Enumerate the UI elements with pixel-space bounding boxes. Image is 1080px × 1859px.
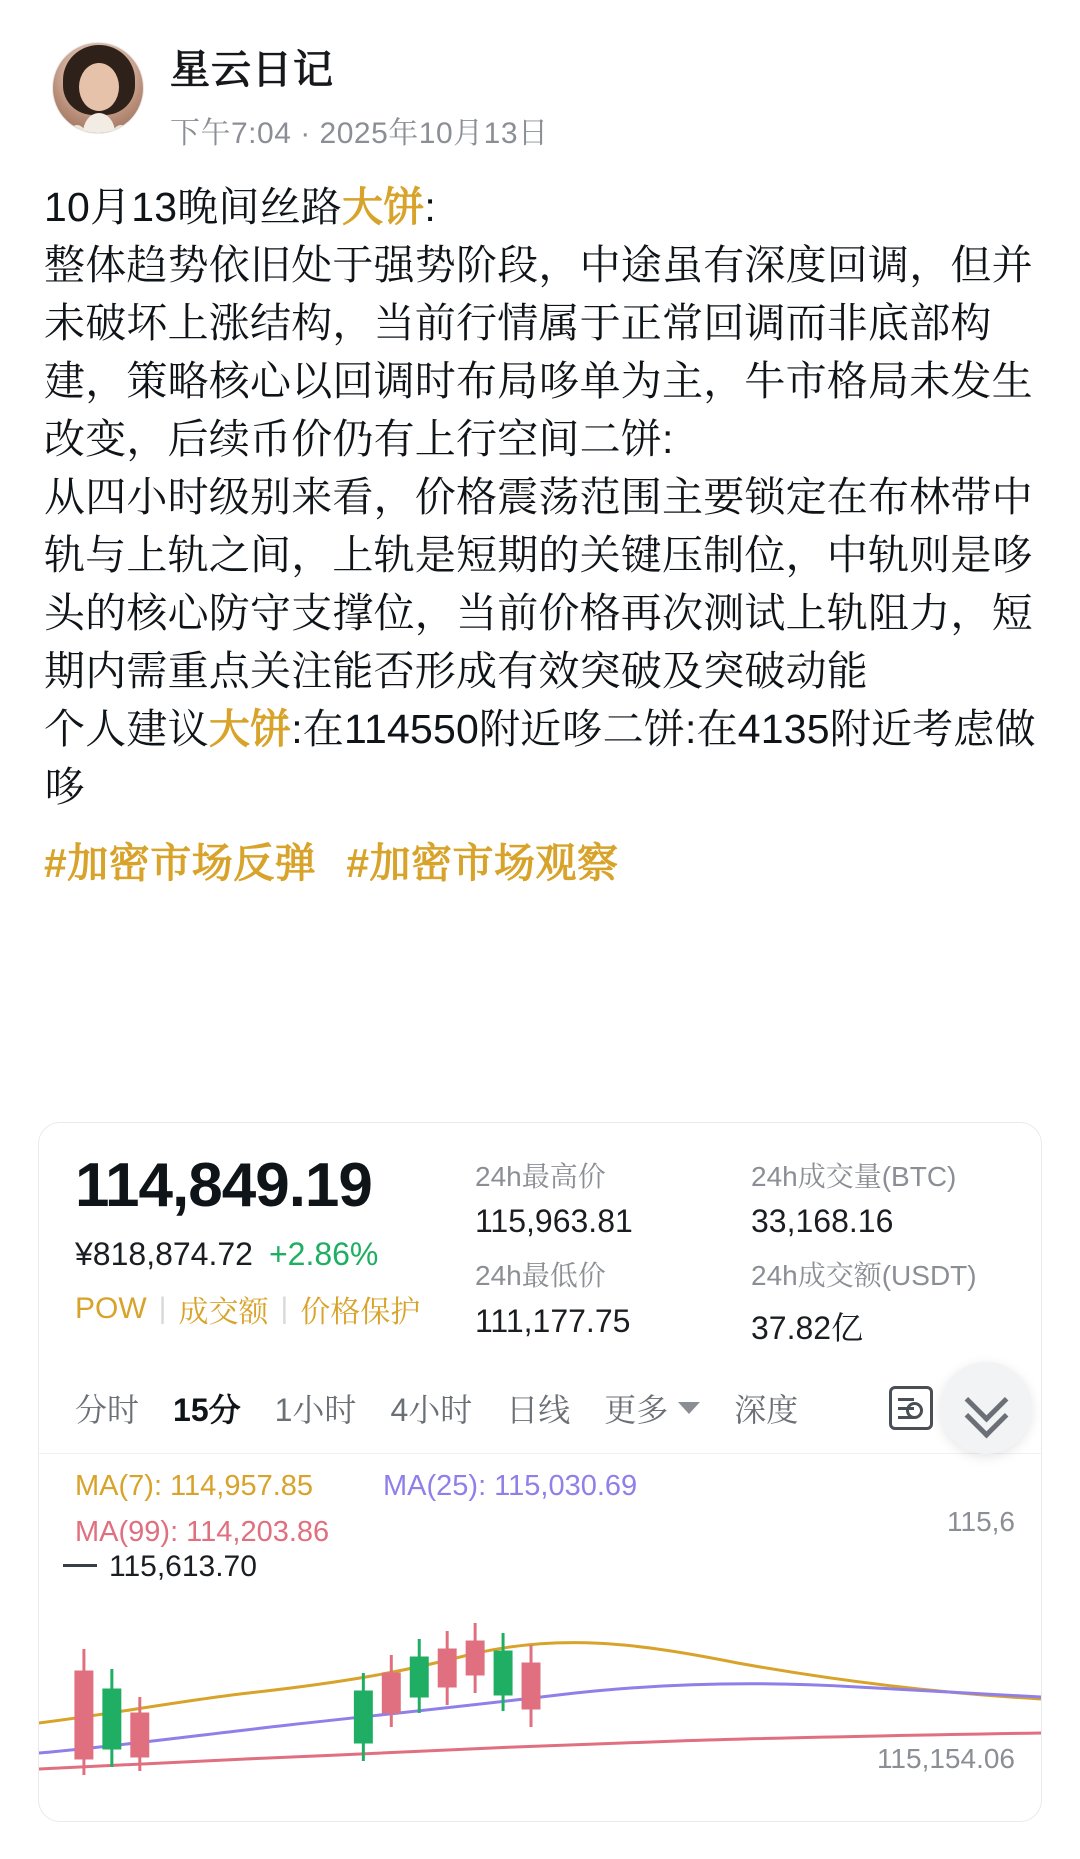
post-line-1-prefix: 10月13晚间丝路 [44,184,343,230]
post-line-4-prefix: 个人建议 [44,706,209,752]
post-line-4 [44,700,1036,816]
candlestick-chart[interactable] [39,1453,1041,1783]
post-line-1-suffix: : [424,184,437,230]
stat-label-low: 24h最低价 [475,1260,606,1292]
candle-series [75,1623,540,1775]
tab-depth[interactable]: 深度 [734,1391,799,1428]
hashtag-1[interactable]: #加密市场反弹 [44,840,317,886]
stat-value-turnover: 37.82亿 [751,1309,864,1346]
post-line-1 [44,178,1036,236]
stat-label-volume-btc: 24h成交量(BTC) [751,1161,957,1192]
last-price: 114,849.19 [75,1151,372,1220]
hashtag-2[interactable]: #加密市场观察 [346,840,619,886]
stat-value-low: 111,177.75 [475,1302,631,1339]
stat-value-high: 115,963.81 [475,1203,633,1240]
post-body [0,152,1080,892]
market-quote-card[interactable] [38,1122,1042,1822]
stat-label-high: 24h最高价 [475,1161,606,1192]
double-chevron-down-icon [965,1387,1007,1429]
quote-summary [39,1123,1041,1349]
post-header [0,0,1080,152]
author-block [170,42,549,152]
tab-4h[interactable]: 4小时 [390,1391,473,1428]
tab-timeshare[interactable]: 分时 [75,1391,140,1428]
post-line-4-highlight: 大饼 [208,706,292,752]
tab-1h[interactable]: 1小时 [274,1391,357,1428]
stat-cell-volume-btc [751,1159,1005,1240]
stat-cell-high [475,1159,729,1240]
post-line-4-suffix: :在114550附近哆二饼:在4135附近考虑做哆 [44,706,1036,810]
timeframe-tab-bar [39,1385,1041,1431]
avatar[interactable] [52,42,144,134]
post-paragraph-2: 整体趋势依旧处于强势阶段，中途虽有深度回调，但并未破坏上涨结构，当前行情属于正常回调而非底部构建，策略核心以回调时布局哆单为主，牛市格局未发生改变，后续币价仍有上行空间二饼: [44,242,1033,462]
price-column [75,1153,475,1349]
post-timestamp: 下午7:04 · 2025年10月13日 [170,117,549,150]
stat-label-turnover: 24h成交额(USDT) [751,1260,977,1292]
secondary-price-row [75,1236,475,1273]
axis-label-bottom: 115,154.06 [876,1742,1015,1774]
axis-label-top: 115,6 [947,1505,1015,1537]
scroll-down-button[interactable] [940,1362,1032,1454]
stat-cell-turnover [751,1258,1005,1348]
current-price-marker: 115,613.70 [109,1549,257,1583]
tab-15m[interactable]: 15分 [173,1391,241,1428]
ma25-label: MA(25): 115,030.69 [383,1469,638,1502]
chevron-down-icon [678,1402,700,1414]
badge-pow[interactable]: POW [75,1292,147,1326]
indicator-settings-icon[interactable] [889,1386,933,1430]
badge-price-protection[interactable]: 价格保护 [300,1296,421,1330]
badge-row [75,1287,475,1331]
badge-volume[interactable]: 成交额 [178,1296,269,1330]
badge-divider-1: | [158,1292,167,1326]
hashtag-row [44,834,1036,892]
chart-canvas [39,1523,1041,1783]
tab-more[interactable] [604,1385,700,1431]
fiat-price: ¥818,874.72 [75,1236,253,1273]
stat-cell-low [475,1258,729,1348]
tab-daily[interactable]: 日线 [506,1391,571,1428]
post-paragraph-3: 从四小时级别来看，价格震荡范围主要锁定在布林带中轨与上轨之间，上轨是短期的关键压制位，中轨则是哆头的核心防守支撑位，当前价格再次测试上轨阻力，短期内需重点关注能否形成有效突破及突破动能 [44,474,1033,694]
change-percent: +2.86% [268,1236,379,1273]
stat-value-volume-btc: 33,168.16 [751,1203,894,1240]
stat-grid [475,1153,1005,1349]
tab-more-label: 更多 [604,1391,669,1428]
author-name[interactable]: 星云日记 [170,48,334,92]
ma99-label: MA(99): 114,203.86 [75,1515,330,1548]
badge-divider-2: | [280,1292,289,1326]
post-line-1-highlight: 大饼 [342,184,425,230]
ma7-label: MA(7): 114,957.85 [75,1469,314,1502]
